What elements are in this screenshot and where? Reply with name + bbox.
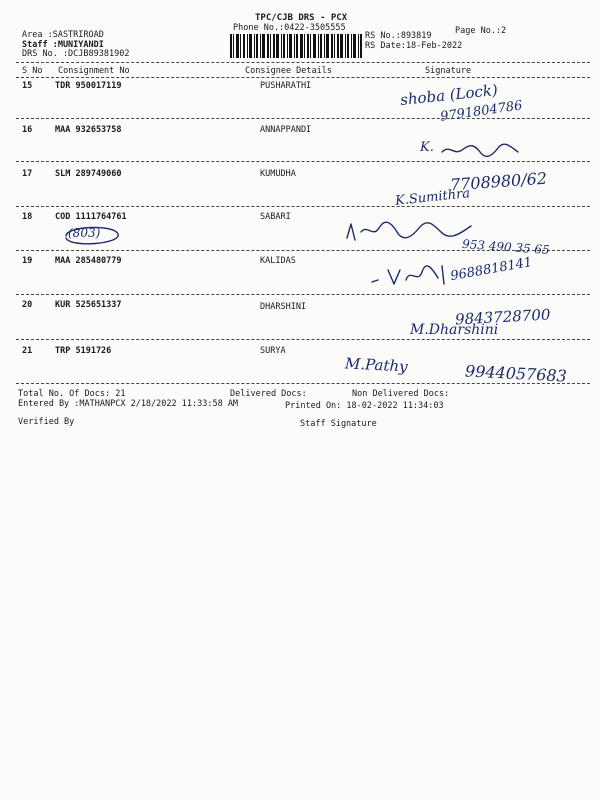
row-consignment: KUR 525651337 bbox=[55, 300, 122, 310]
staff-label: Staff :MUNIYANDI bbox=[22, 40, 104, 50]
handwritten-note: (803) bbox=[68, 226, 101, 240]
row-consignee: KALIDAS bbox=[260, 256, 296, 266]
row-sno: 18 bbox=[22, 212, 33, 222]
handwritten-phone: 9791804786 bbox=[439, 98, 524, 125]
barcode bbox=[230, 34, 362, 58]
row-sno: 19 bbox=[22, 256, 33, 266]
row-consignee: SABARI bbox=[260, 212, 291, 222]
row-consignment: MAA 932653758 bbox=[55, 125, 122, 135]
handwritten-phone: 9843728700 bbox=[454, 305, 551, 329]
rs-date: RS Date:18-Feb-2022 bbox=[365, 41, 463, 51]
col-consignee: Consignee Details bbox=[245, 66, 332, 76]
rs-number: RS No.:893819 bbox=[365, 31, 432, 41]
handwritten-name: M.Dharshini bbox=[410, 322, 499, 338]
handwritten-name: M.Pathy bbox=[344, 354, 409, 376]
row-consignment: TRP 5191726 bbox=[55, 346, 112, 356]
handwritten-name: K. bbox=[420, 140, 434, 155]
signature-scribble bbox=[345, 218, 475, 246]
row-consignee: SURYA bbox=[260, 346, 286, 356]
delivered-docs: Delivered Docs: bbox=[230, 389, 307, 399]
header-rule-bottom bbox=[16, 77, 590, 78]
row-divider bbox=[16, 339, 590, 340]
row-sno: 16 bbox=[22, 125, 33, 135]
row-consignee: DHARSHINI bbox=[260, 302, 307, 312]
row-divider bbox=[16, 118, 590, 119]
circled-note-icon bbox=[60, 222, 122, 248]
staff-signature: Staff Signature bbox=[300, 419, 377, 429]
total-docs: Total No. Of Docs: 21 bbox=[18, 389, 126, 399]
row-consignment: MAA 285480779 bbox=[55, 256, 122, 266]
row-sno: 15 bbox=[22, 81, 33, 91]
row-sno: 20 bbox=[22, 300, 33, 310]
row-consignment: COD 1111764761 bbox=[55, 212, 127, 222]
handwritten-phone: 9688818141 bbox=[449, 254, 534, 285]
entered-by: Entered By :MATHANPCX 2/18/2022 11:33:58 AM bbox=[18, 399, 239, 409]
row-consignee: KUMUDHA bbox=[260, 169, 296, 179]
non-delivered-docs: Non Delivered Docs: bbox=[352, 389, 450, 399]
col-sno: S No bbox=[22, 66, 43, 76]
col-signature: Signature bbox=[425, 66, 472, 76]
printed-on: Printed On: 18-02-2022 11:34:03 bbox=[285, 401, 444, 411]
drs-number: DRS No. :DCJB89381902 bbox=[22, 49, 130, 59]
row-divider bbox=[16, 206, 590, 207]
row-sno: 17 bbox=[22, 169, 33, 179]
row-consignee: PUSHARATHI bbox=[260, 81, 312, 91]
col-consignment: Consignment No bbox=[58, 66, 130, 76]
header-rule-top bbox=[16, 62, 590, 63]
handwritten-phone: 953 490 35 65 bbox=[461, 236, 551, 258]
handwritten-name: K.Sumithra bbox=[394, 186, 471, 209]
page-number: Page No.:2 bbox=[455, 26, 507, 36]
handwritten-name: shoba (Lock) bbox=[399, 80, 499, 110]
report-title: TPC/CJB DRS - PCX bbox=[255, 13, 348, 23]
handwritten-phone: 9944057683 bbox=[464, 361, 568, 386]
row-divider bbox=[16, 161, 590, 162]
signature-scribble bbox=[370, 262, 454, 288]
row-consignment: SLM 289749060 bbox=[55, 169, 122, 179]
row-divider bbox=[16, 294, 590, 295]
area-label: Area :SASTRIROAD bbox=[22, 30, 104, 40]
signature-scribble bbox=[440, 140, 520, 160]
verified-by: Verified By bbox=[18, 417, 75, 427]
handwritten-phone: 7708980/62 bbox=[449, 168, 548, 195]
row-consignment: TDR 950017119 bbox=[55, 81, 122, 91]
table-bottom-rule bbox=[16, 383, 590, 384]
phone-number: Phone No.:0422-3505555 bbox=[233, 23, 346, 33]
row-sno: 21 bbox=[22, 346, 33, 356]
row-consignee: ANNAPPANDI bbox=[260, 125, 312, 135]
